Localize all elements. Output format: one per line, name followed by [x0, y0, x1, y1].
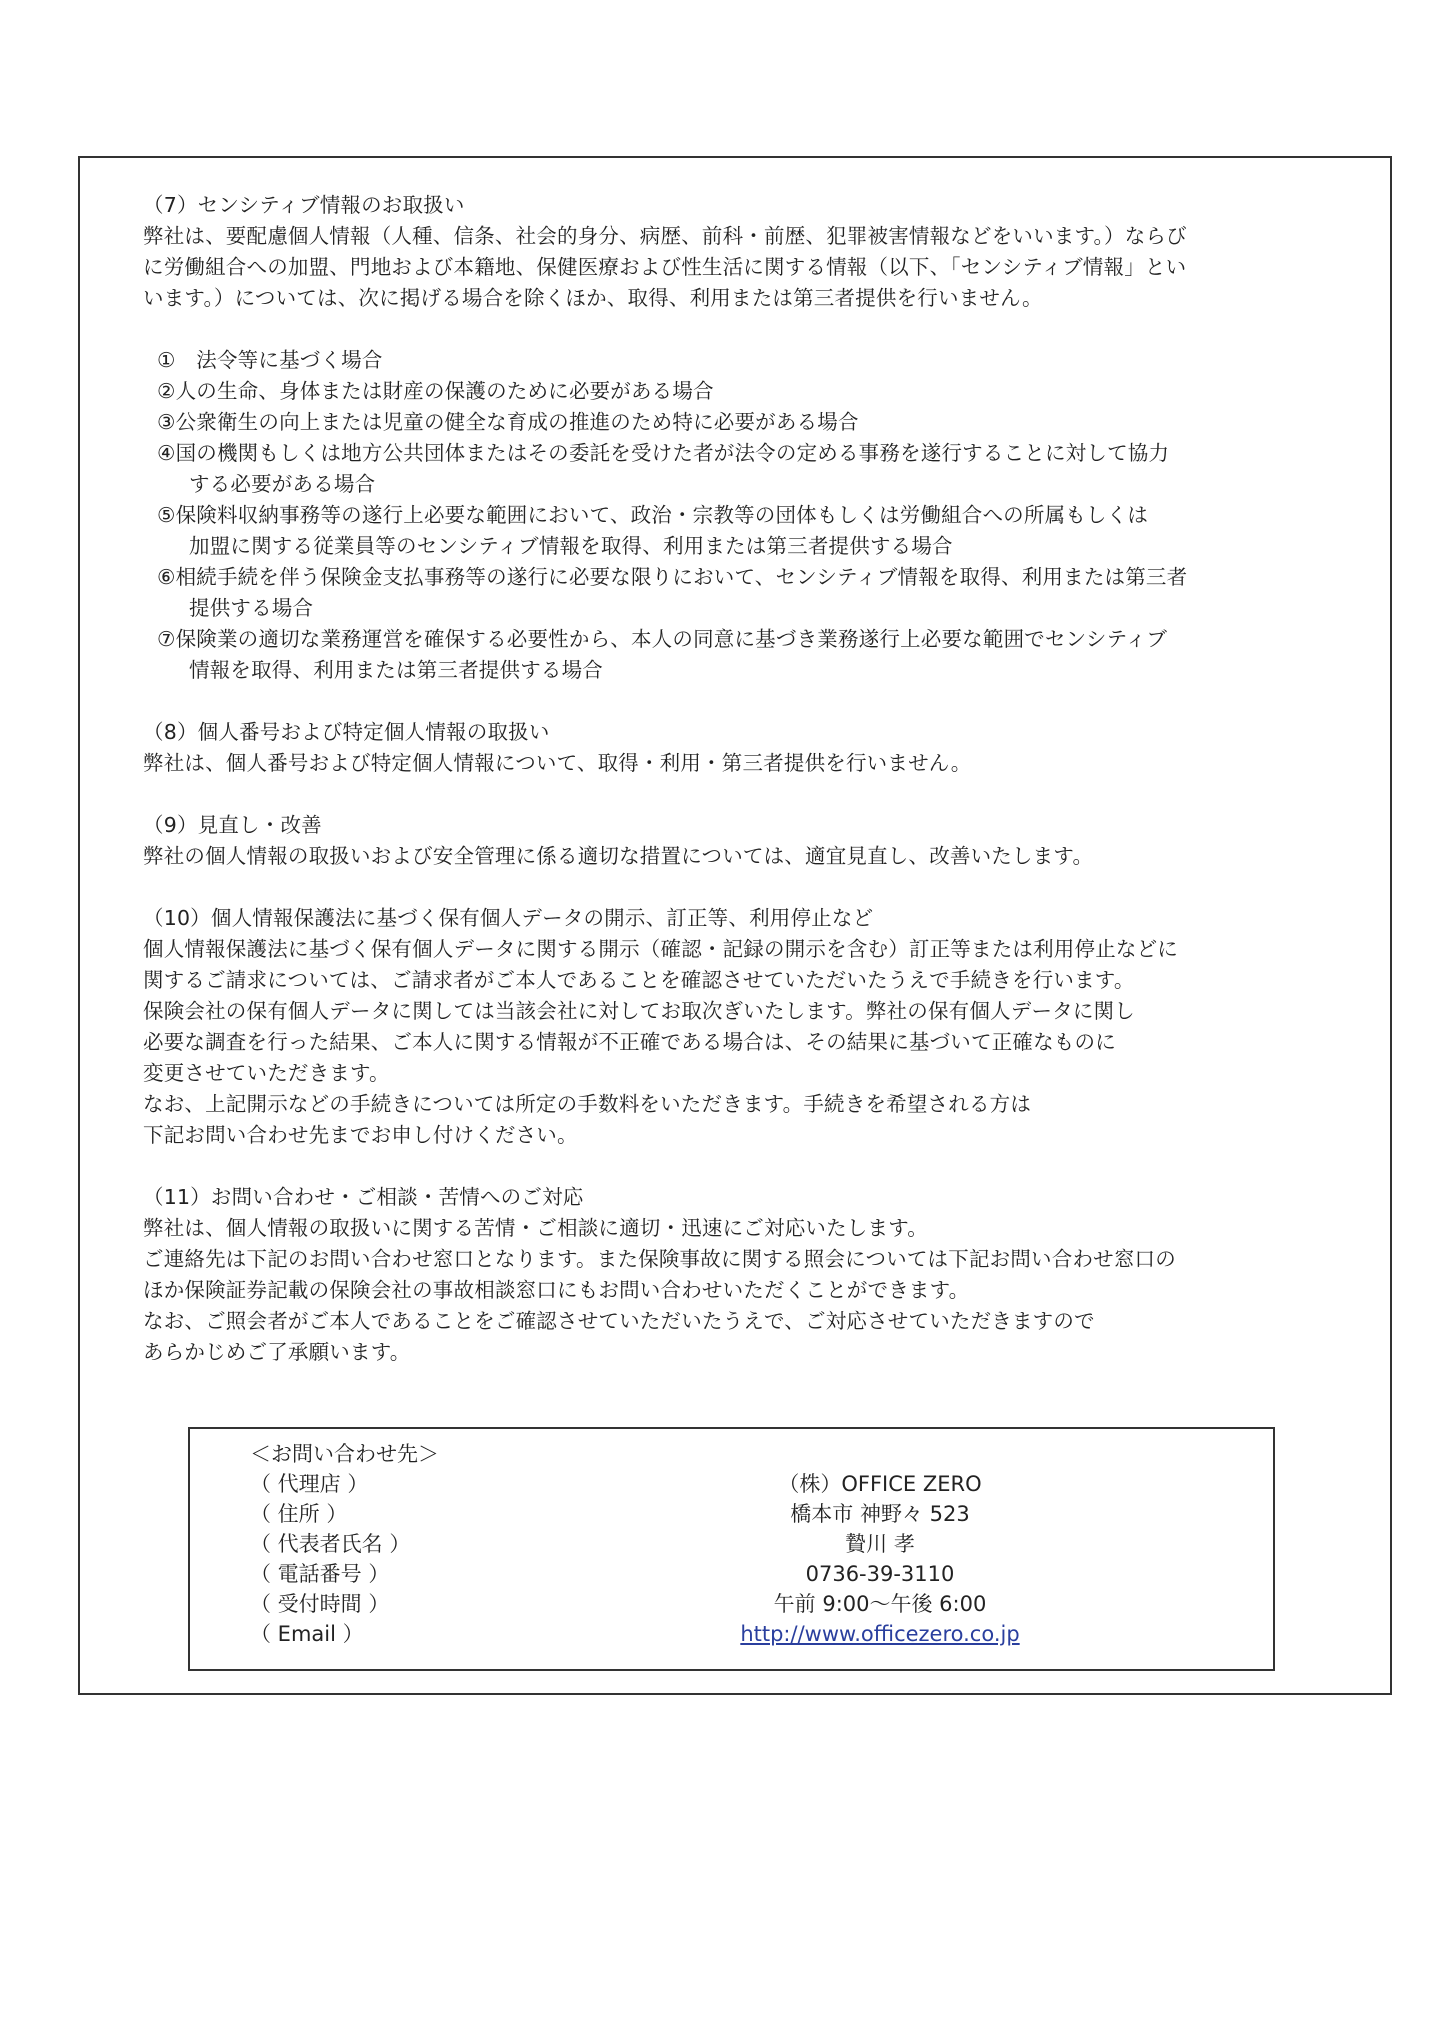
list-item-continuation: 提供する場合	[189, 596, 314, 620]
contact-title: ＜お問い合わせ先＞	[250, 1442, 439, 1466]
section-9-review	[143, 810, 1358, 872]
paragraph-line: 変更させていただきます。	[143, 1061, 390, 1085]
paragraph-line: あらかじめご了承願います。	[143, 1340, 411, 1364]
contact-value: 午前 9:00～午後 6:00	[773, 1592, 987, 1616]
policy-content	[143, 190, 1358, 1399]
list-item: ②人の生命、身体または財産の保護のために必要がある場合	[157, 379, 714, 403]
section-heading: （9）見直し・改善	[143, 813, 322, 837]
list-item: ⑥相続手続を伴う保険金支払事務等の遂行に必要な限りにおいて、センシティブ情報を取得、利用または第三者	[157, 565, 1188, 589]
list-item: ① 法令等に基づく場合	[157, 348, 383, 372]
paragraph-line: 個人情報保護法に基づく保有個人データに関する開示（確認・記録の開示を含む）訂正等または利用停止などに	[143, 937, 1178, 961]
contact-label: （ 受付時間 ）	[250, 1592, 390, 1616]
paragraph-line: 弊社は、個人番号および特定個人情報について、取得・利用・第三者提供を行いません。	[143, 751, 972, 775]
section-8-my-number	[143, 717, 1358, 779]
paragraph-line: なお、ご照会者がご本人であることをご確認させていただいたうえで、ご対応させていただきますので	[143, 1309, 1095, 1333]
paragraph-line: なお、上記開示などの手続きについては所定の手数料をいただきます。手続きを希望される方は	[143, 1092, 1032, 1116]
paragraph-line: います。）については、次に掲げる場合を除くほか、取得、利用または第三者提供を行いません。	[143, 286, 1043, 310]
paragraph-line: ご連絡先は下記のお問い合わせ窓口となります。また保険事故に関する照会については下記お問い合わせ窓口の	[143, 1247, 1176, 1271]
list-item: ⑦保険業の適切な業務運営を確保する必要性から、本人の同意に基づき業務遂行上必要な範囲でセンシティブ	[157, 627, 1168, 651]
paragraph-line: 関するご請求については、ご請求者がご本人であることを確認させていただいたうえで手続きを行います。	[143, 968, 1135, 992]
section-heading: （10）個人情報保護法に基づく保有個人データの開示、訂正等、利用停止など	[143, 906, 874, 930]
contact-value: 橋本市 神野々 523	[790, 1502, 970, 1526]
contact-row-address	[250, 1499, 1250, 1529]
paragraph-line: 弊社は、個人情報の取扱いに関する苦情・ご相談に適切・迅速にご対応いたします。	[143, 1216, 928, 1240]
section-11-inquiries	[143, 1182, 1358, 1368]
contact-row-agency	[250, 1469, 1250, 1499]
spacer	[143, 314, 1358, 345]
section-heading: （11）お問い合わせ・ご相談・苦情へのご対応	[143, 1185, 584, 1209]
contact-value-wrap	[690, 1619, 1070, 1649]
section-7-sensitive-info	[143, 190, 1358, 686]
contact-row-email	[250, 1619, 1250, 1649]
contact-label: （ 電話番号 ）	[250, 1562, 390, 1586]
contact-row-hours	[250, 1589, 1250, 1619]
paragraph-line: 下記お問い合わせ先までお申し付けください。	[143, 1123, 578, 1147]
paragraph-line: 保険会社の保有個人データに関しては当該会社に対してお取次ぎいたします。弊社の保有個人データに関し	[143, 999, 1135, 1023]
list-item-continuation: する必要がある場合	[189, 472, 376, 496]
contact-label: （ 代理店 ）	[250, 1472, 369, 1496]
list-item: ③公衆衛生の向上または児童の健全な育成の推進のため特に必要がある場合	[157, 410, 859, 434]
list-item: ④国の機関もしくは地方公共団体またはその委託を受けた者が法令の定める事務を遂行することに対して協力	[157, 441, 1170, 465]
contact-row-phone	[250, 1559, 1250, 1589]
exception-list	[157, 345, 1358, 686]
section-10-disclosure	[143, 903, 1358, 1151]
contact-label: （ 住所 ）	[250, 1502, 348, 1526]
paragraph-line: ほか保険証券記載の保険会社の事故相談窓口にもお問い合わせいただくことができます。	[143, 1278, 970, 1302]
section-heading: （8）個人番号および特定個人情報の取扱い	[143, 720, 550, 744]
list-item-continuation: 情報を取得、利用または第三者提供する場合	[189, 658, 603, 682]
paragraph-line: に労働組合への加盟、門地および本籍地、保健医療および性生活に関する情報（以下、「センシティブ情報」とい	[143, 255, 1187, 279]
list-item-continuation: 加盟に関する従業員等のセンシティブ情報を取得、利用または第三者提供する場合	[189, 534, 953, 558]
list-item: ⑤保険料収納事務等の遂行上必要な範囲において、政治・宗教等の団体もしくは労働組合への所属もしくは	[157, 503, 1149, 527]
section-heading: （7）センシティブ情報のお取扱い	[143, 193, 465, 217]
contact-box	[188, 1427, 1275, 1671]
paragraph-line: 弊社は、要配慮個人情報（人種、信条、社会的身分、病歴、前科・前歴、犯罪被害情報などをいいます。）ならび	[143, 224, 1187, 248]
contact-label: （ Email ）	[250, 1622, 364, 1646]
website-link[interactable]: http://www.officezero.co.jp	[740, 1622, 1020, 1646]
contact-row-representative	[250, 1529, 1250, 1559]
paragraph-line: 必要な調査を行った結果、ご本人に関する情報が不正確である場合は、その結果に基づいて正確なものに	[143, 1030, 1116, 1054]
contact-value: （株）OFFICE ZERO	[778, 1472, 982, 1496]
contact-label: （ 代表者氏名 ）	[250, 1532, 411, 1556]
contact-value: 0736-39-3110	[805, 1562, 955, 1586]
paragraph-line: 弊社の個人情報の取扱いおよび安全管理に係る適切な措置については、適宜見直し、改善いたします。	[143, 844, 1094, 868]
contact-value: 贄川 孝	[845, 1532, 915, 1556]
